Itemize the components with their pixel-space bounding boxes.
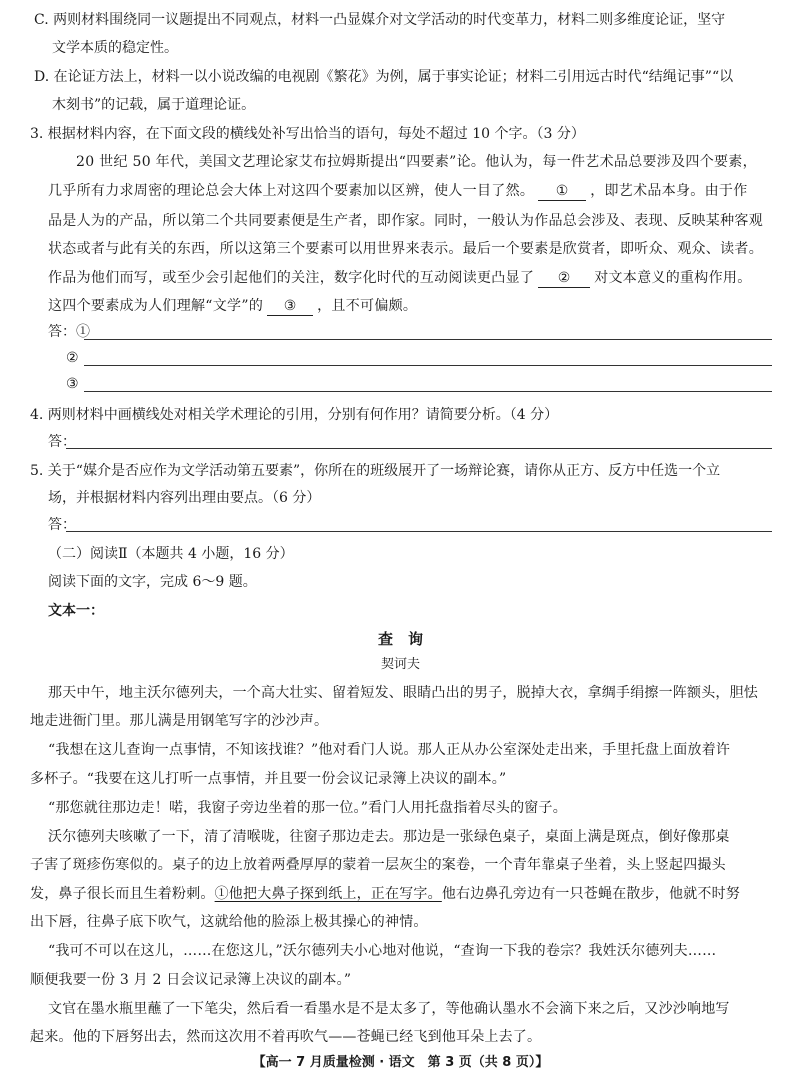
q3-passage-line6 bbox=[48, 297, 417, 316]
q3-answer-line-2[interactable] bbox=[84, 365, 772, 366]
q3-passage-line1: 20 世纪 50 年代，美国文艺理论家艾布拉姆斯提出“四要素”论。他认为，每一件艺术品总要涉及四个要素， bbox=[76, 154, 757, 170]
story-line: 出下唇，往鼻子底下吹气，这就给他的脸添上极其操心的神情。 bbox=[30, 914, 428, 930]
section2-heading: （二）阅读Ⅱ（本题共 4 小题，16 分） bbox=[48, 546, 294, 562]
story-line: 子害了斑疹伤寒似的。桌子的边上放着两叠厚厚的蒙着一层灰尘的案卷，一个青年靠桌子坐着，头上竖起四撮头 bbox=[30, 857, 726, 873]
story-line: “那您就往那边走！喏，我窗子旁边坐着的那一位。”看门人用托盘指着尽头的窗子。 bbox=[48, 800, 567, 816]
q3-answer-label-2: ② bbox=[66, 350, 79, 366]
q3-stem: 3. 根据材料内容，在下面文段的横线处补写出恰当的语句，每处不超过 10 个字。（3 分） bbox=[30, 126, 585, 142]
story-author: 契诃夫 bbox=[380, 657, 420, 672]
story-line: 文官在墨水瓶里蘸了一下笔尖，然后看一看墨水是不是太多了，等他确认墨水不会滴下来之后，又沙沙响地写 bbox=[48, 1001, 730, 1017]
q5-stem-line1: 5. 关于“媒介是否应作为文学活动第五要素”，你所在的班级展开了一场辩论赛，请你从正方、反方中任选一个立 bbox=[30, 463, 721, 479]
q3-passage-text: 这四个要素成为人们理解“文学”的 bbox=[48, 298, 264, 314]
page-footer: 【高一 7 月质量检测 · 语文 第 3 页（共 8 页）】 bbox=[252, 1055, 549, 1070]
option-d-line2: 木刻书”的记载，属于道理论证。 bbox=[52, 97, 256, 113]
story-text: 发，鼻子很长而且生着粉刺。 bbox=[30, 886, 215, 902]
option-c-line1: C. 两则材料围绕同一议题提出不同观点，材料一凸显媒介对文学活动的时代变革力，材料二则多维度论证，坚守 bbox=[34, 12, 726, 28]
q4-answer-label: 答： bbox=[48, 434, 76, 450]
story-line: 地走进衙门里。那儿满是用钢笔写字的沙沙声。 bbox=[30, 713, 329, 729]
story-line: 顺便我要一份 3 月 2 日会议记录簿上决议的副本。” bbox=[30, 972, 352, 988]
text-one-label: 文本一： bbox=[48, 603, 104, 619]
q3-passage-text: ，即艺术品本身。由于作 bbox=[590, 183, 748, 199]
story-line: “我可不可以在这儿，……在您这儿，”沃尔德列夫小心地对他说，“查询一下我的卷宗？我姓沃尔德列夫…… bbox=[48, 943, 717, 959]
story-line: 多杯子。“我要在这儿打听一点事情，并且要一份会议记录簿上决议的副本。” bbox=[30, 771, 507, 787]
q3-passage-line5 bbox=[48, 269, 752, 288]
story-line: “我想在这儿查询一点事情，不知该找谁？”他对看门人说。那人正从办公室深处走出来，手里托盘上面放着许 bbox=[48, 742, 731, 758]
q3-blank-1[interactable]: ① bbox=[538, 182, 586, 201]
q3-passage-text: ，且不可偏颇。 bbox=[317, 298, 418, 314]
q4-answer-line[interactable] bbox=[66, 448, 772, 449]
story-line: 那天中午，地主沃尔德列夫，一个高大壮实、留着短发、眼睛凸出的男子，脱掉大衣，拿绸手绢擦一阵额头，胆怯 bbox=[48, 685, 758, 701]
q3-answer-label: 答：① bbox=[48, 324, 90, 340]
story-title: 查 询 bbox=[377, 630, 423, 648]
option-d-line1: D. 在论证方法上，材料一以小说改编的电视剧《繁花》为例，属于事实论证；材料二引用远古时代“结绳记事”“以 bbox=[34, 69, 734, 85]
option-c-line2: 文学本质的稳定性。 bbox=[52, 40, 178, 56]
story-text: 他右边鼻孔旁边有一只苍蝇在散步，他就不时努 bbox=[441, 886, 741, 902]
q3-passage-line2 bbox=[48, 182, 748, 201]
q3-answer-label-3: ③ bbox=[66, 376, 79, 392]
q5-answer-line[interactable] bbox=[66, 531, 772, 532]
q4-stem: 4. 两则材料中画横线处对相关学术理论的引用，分别有何作用？请简要分析。（4 分） bbox=[30, 407, 559, 423]
q3-answer-line-1[interactable] bbox=[84, 339, 772, 340]
story-line bbox=[30, 885, 740, 903]
q3-passage-line3: 品是人为的产品，所以第二个共同要素便是生产者，即作家。同时，一般认为作品总会涉及、表现、反映某种客观 bbox=[48, 213, 763, 229]
q3-passage-text: 作品为他们而写，或至少会引起他们的关注，数字化时代的互动阅读更凸显了 bbox=[48, 270, 535, 286]
q3-passage-text: 几乎所有力求周密的理论总会大体上对这四个要素加以区辨，使人一目了然。 bbox=[48, 183, 535, 199]
story-line: 沃尔德列夫咳嗽了一下，清了清喉咙，往窗子那边走去。那边是一张绿色桌子，桌面上满是斑点，倒好像那桌 bbox=[48, 829, 730, 845]
section2-instruction: 阅读下面的文字，完成 6～9 题。 bbox=[48, 574, 257, 590]
story-line: 起来。他的下唇努出去，然而这次用不着再吹气——苍蝇已经飞到他耳朵上去了。 bbox=[30, 1029, 542, 1045]
q3-blank-2[interactable]: ② bbox=[538, 269, 590, 288]
story-underlined-sentence-1: ①他把大鼻子探到纸上，正在写字。 bbox=[214, 886, 442, 902]
q5-answer-label: 答： bbox=[48, 517, 76, 533]
q3-passage-text: 对文本意义的重构作用。 bbox=[594, 270, 752, 286]
q3-answer-line-3[interactable] bbox=[84, 391, 772, 392]
q5-stem-line2: 场，并根据材料内容列出理由要点。（6 分） bbox=[48, 490, 321, 506]
q3-passage-line4: 状态或者与此有关的东西，所以这第三个要素可以用世界来表示。最后一个要素是欣赏者，即听众、观众、读者。 bbox=[48, 241, 763, 257]
q3-blank-3[interactable]: ③ bbox=[267, 297, 313, 316]
